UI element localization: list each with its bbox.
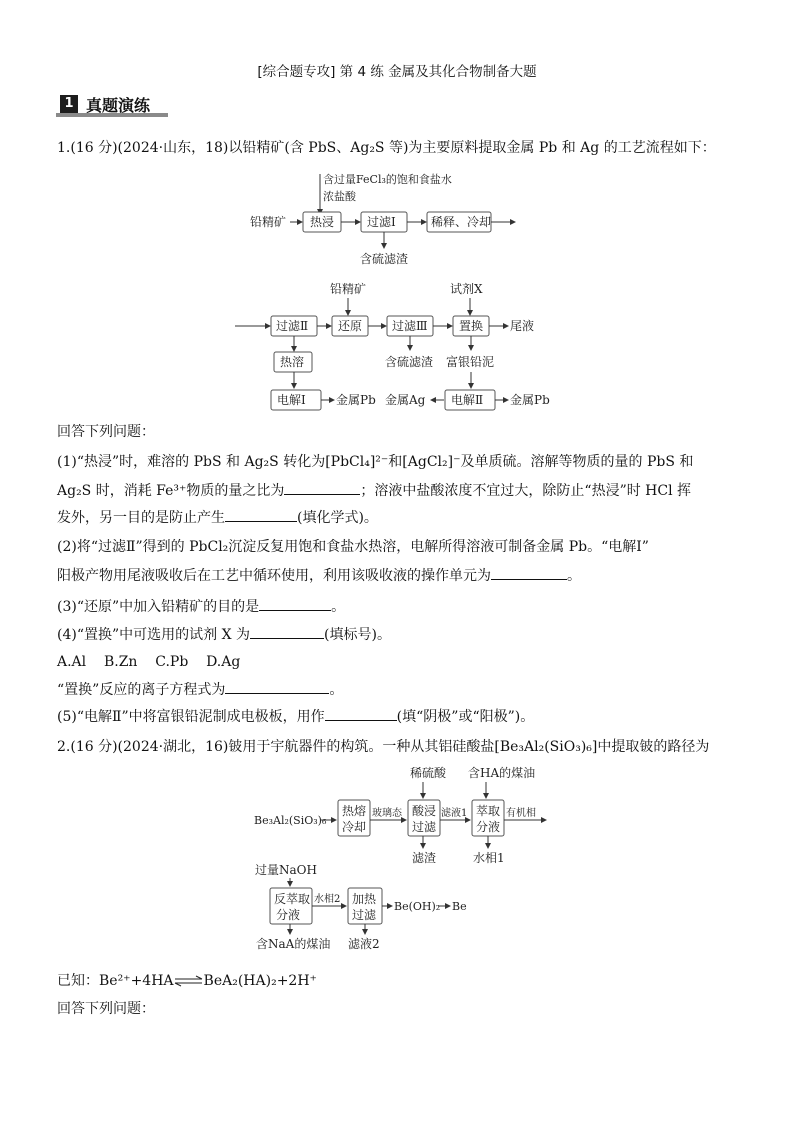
flow2-organic: 有机相 [506,808,536,819]
flow2-melt-1: 热熔 [342,804,367,818]
q2-known-pre: 已知：Be²⁺+4HA [57,973,174,989]
flow2-water1: 水相1 [473,851,505,865]
q1-part4 [57,624,391,645]
flow2-start: Be₃Al₂(SiO₃)₆ [254,814,327,827]
page-title: [综合题专攻] 第 4 练 金属及其化合物制备大题 [257,64,537,80]
flow1b-filter3: 过滤Ⅲ [392,319,428,333]
q1-blank-formula[interactable] [225,507,297,522]
flow2-dilute-acid: 稀硫酸 [410,766,447,780]
q1-part4b-post: 。 [329,682,344,698]
flow1b-elec2: 电解Ⅱ [451,393,484,407]
section-header [56,93,166,117]
q1-part2-line2-post: 。 [567,568,581,584]
flow2-acid-1: 酸浸 [412,804,437,818]
flow1-hot-leach: 热浸 [310,215,335,229]
q1-part3-post: 。 [331,599,346,615]
flow2-beoh: Be(OH)₂ [394,900,441,913]
flow2-extract-2: 分液 [476,820,501,834]
flow2-back-1: 反萃取 [274,892,311,906]
flow1b-replace: 置换 [459,319,484,333]
q1-part5-pre: (5)“电解Ⅱ”中将富银铅泥制成电极板，用作 [57,709,325,725]
flow2-water2: 水相2 [314,894,341,905]
q1-part1-line2 [57,480,691,501]
q1-part1-line2-pre: Ag₂S 时，消耗 Fe³⁺物质的量之比为 [57,483,285,499]
flow1b-pb-metal-2: 金属Pb [510,393,550,407]
flow1b-hot-dissolve: 热溶 [280,355,305,369]
q1-part4b [57,679,343,700]
q1-flow-diagram-top [240,168,570,268]
section-label: 真题演练 [86,96,151,115]
flow1-reagent-1: 含过量FeCl₃的饱和食盐水 [323,173,452,186]
flow2-acid-2: 过滤 [412,820,437,834]
flow1b-sulfur-residue: 含硫滤渣 [385,355,434,369]
q1-part2-line2-pre: 阳极产物用尾液吸收后在工艺中循环使用，利用该吸收液的操作单元为 [57,568,491,584]
flow2-filtrate2: 滤液2 [348,937,380,951]
q1-part2-line1: (2)将“过滤Ⅱ”得到的 PbCl₂沉淀反复用饱和食盐水热溶，电解所得溶液可制备金属 Pb。“电解Ⅰ” [57,539,649,555]
flow2-melt-2: 冷却 [342,820,367,834]
flow1b-reduce: 还原 [338,319,363,333]
flow1-sulfur-residue: 含硫滤渣 [360,252,409,266]
flow1-reagent-2: 浓盐酸 [323,190,356,203]
flow1-ore: 铅精矿 [250,215,287,229]
q1-options: A.Al B.Zn C.Pb D.Ag [57,654,241,670]
q1-blank-operation[interactable] [491,565,567,580]
flow1-dilute-cool: 稀释、冷却 [431,215,492,229]
q1-blank-electrode[interactable] [325,706,397,721]
equilibrium-arrow-icon [174,975,204,987]
q1-part2-line2 [57,565,581,586]
q1-part5 [57,706,534,727]
q1-part1-line3-pre: 发外，另一目的是防止产生 [57,510,225,526]
flow2-glassy: 玻璃态 [372,808,402,819]
flow1b-elec1: 电解Ⅰ [277,393,306,407]
flow2-back-2: 分液 [276,908,301,922]
q1-part3-pre: (3)“还原”中加入铅精矿的目的是 [57,599,260,615]
flow1b-ag-metal: 金属Ag [385,393,426,407]
q2-stem: 2.(16 分)(2024·湖北，16)铍用于宇航器件的构筑。一种从其铝硅酸盐[Be₃Al₂(SiO₃)₆]中提取铍的路径为 [57,739,710,755]
q1-part4-post: (填标号)。 [324,627,391,643]
q1-part4b-pre: “置换”反应的离子方程式为 [57,682,226,698]
section-number: 1 [60,95,78,113]
q1-part4-pre: (4)“置换”中可选用的试剂 X 为 [57,627,251,643]
q1-blank-ratio[interactable] [284,480,360,495]
flow1b-filter2: 过滤Ⅱ [276,319,309,333]
flow1b-ag-mud: 富银铅泥 [446,355,495,369]
flow2-filtrate1: 滤液1 [441,808,468,819]
q1-part1-line2-post: ；溶液中盐酸浓度不宜过大，除防止“热浸”时 HCl 挥 [360,483,692,499]
q1-part1-line1: (1)“热浸”时，难溶的 PbS 和 Ag₂S 转化为[PbCl₄]²⁻和[AgCl₂]⁻及单质硫。溶解等物质的量的 PbS 和 [57,454,694,470]
flow1b-pb-metal: 金属Pb [336,393,376,407]
flow2-extract-1: 萃取 [476,804,501,818]
flow1b-ore: 铅精矿 [330,282,367,296]
flow2-naa-kerosene: 含NaA的煤油 [256,937,331,951]
q1-part3 [57,596,345,617]
flow1b-tail-liquid: 尾液 [510,319,535,333]
flow2-residue: 滤渣 [412,851,437,865]
q2-known [57,971,317,991]
q1-blank-purpose[interactable] [259,596,331,611]
flow1b-reagent-x: 试剂X [450,282,483,296]
flow2-kerosene-ha: 含HA的煤油 [468,766,536,780]
q2-flow-diagram [250,764,560,954]
flow2-heat-2: 过滤 [352,908,377,922]
q1-part5-post: (填“阴极”或“阳极”)。 [396,709,535,725]
q2-answer-intro: 回答下列问题： [57,1001,155,1017]
q1-blank-reagent[interactable] [250,624,324,639]
q1-stem: 1.(16 分)(2024·山东，18)以铅精矿(含 PbS、Ag₂S 等)为主要原料提取金属 Pb 和 Ag 的工艺流程如下： [57,140,716,156]
flow2-naoh: 过量NaOH [255,863,317,877]
q1-answer-intro: 回答下列问题： [57,424,155,440]
q1-flow-diagram-bottom [230,278,570,413]
q2-known-post: BeA₂(HA)₂+2H⁺ [203,973,317,989]
flow1-filter1: 过滤Ⅰ [367,215,396,229]
q1-part1-line3-post: (填化学式)。 [297,510,378,526]
q1-part1-line3 [57,507,378,528]
flow2-heat-1: 加热 [352,892,377,906]
flow2-be: Be [452,900,467,913]
q1-blank-equation[interactable] [225,679,329,694]
